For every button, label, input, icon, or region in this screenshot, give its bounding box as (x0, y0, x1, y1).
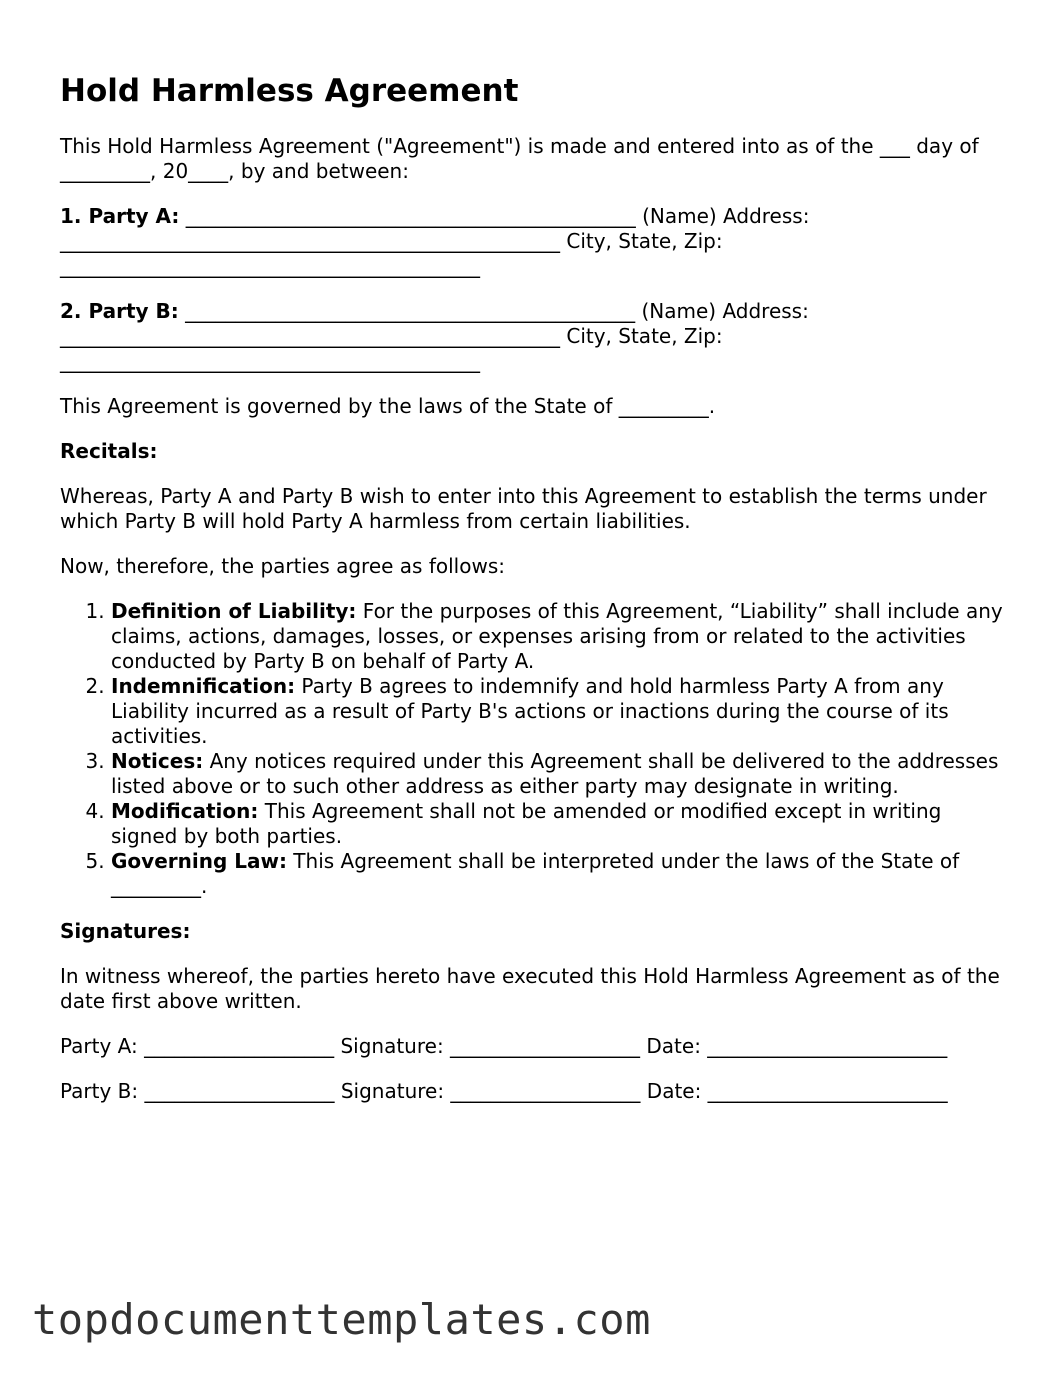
term-title: Notices: (111, 749, 204, 773)
party-a-block (60, 204, 1010, 279)
signature-line-party-a: Party A: ___________________ Signature: ___________________ Date: ________________________ (60, 1034, 948, 1058)
party-a-label: 1. Party A: (60, 204, 180, 228)
party-a-fields: _____________________________________________ (Name) Address: __________________________________________________ City, State, Zip: __________________________________________ (60, 204, 810, 278)
term-item (111, 799, 1010, 849)
term-text: Any notices required under this Agreement shall be delivered to the addresses listed above or to such other address as either party may designate in writing. (111, 749, 999, 798)
document-title: Hold Harmless Agreement (60, 73, 519, 109)
term-text: Party B agrees to indemnify and hold harmless Party A from any Liability incurred as a result of Party B's actions or inactions during the course of its activities. (111, 674, 949, 748)
party-b-label: 2. Party B: (60, 299, 179, 323)
terms-list (60, 599, 1010, 899)
term-item (111, 674, 1010, 749)
site-watermark: topdocumenttemplates.com (32, 1295, 651, 1344)
governing-paragraph: This Agreement is governed by the laws of the State of _________. (60, 394, 716, 418)
term-title: Indemnification: (111, 674, 296, 698)
party-b-block (60, 299, 1010, 374)
signatures-heading: Signatures: (60, 919, 191, 943)
witness-paragraph: In witness whereof, the parties hereto have executed this Hold Harmless Agreement as of the date first above written. (60, 964, 1000, 1013)
party-b-fields: _____________________________________________ (Name) Address: __________________________________________________ City, State, Zip: __________________________________________ (60, 299, 809, 373)
term-text: For the purposes of this Agreement, “Liability” shall include any claims, actions, damages, losses, or expenses arising from or related to the activities conducted by Party B on behalf of Party A. (111, 599, 1003, 673)
term-item (111, 749, 1010, 799)
term-title: Modification: (111, 799, 259, 823)
now-therefore-paragraph: Now, therefore, the parties agree as follows: (60, 554, 505, 578)
term-title: Governing Law: (111, 849, 287, 873)
term-title: Definition of Liability: (111, 599, 357, 623)
recitals-heading: Recitals: (60, 439, 158, 463)
recitals-paragraph: Whereas, Party A and Party B wish to enter into this Agreement to establish the terms under which Party B will hold Party A harmless from certain liabilities. (60, 484, 987, 533)
signature-line-party-b: Party B: ___________________ Signature: ___________________ Date: ________________________ (60, 1079, 948, 1103)
intro-paragraph: This Hold Harmless Agreement ("Agreement") is made and entered into as of the ___ day of _________, 20____, by and between: (60, 134, 979, 183)
term-item (111, 599, 1010, 674)
term-item (111, 849, 1010, 899)
term-text: This Agreement shall be interpreted under the laws of the State of _________. (111, 849, 960, 898)
document-page (60, 70, 1010, 1124)
term-text: This Agreement shall not be amended or modified except in writing signed by both parties. (111, 799, 942, 848)
